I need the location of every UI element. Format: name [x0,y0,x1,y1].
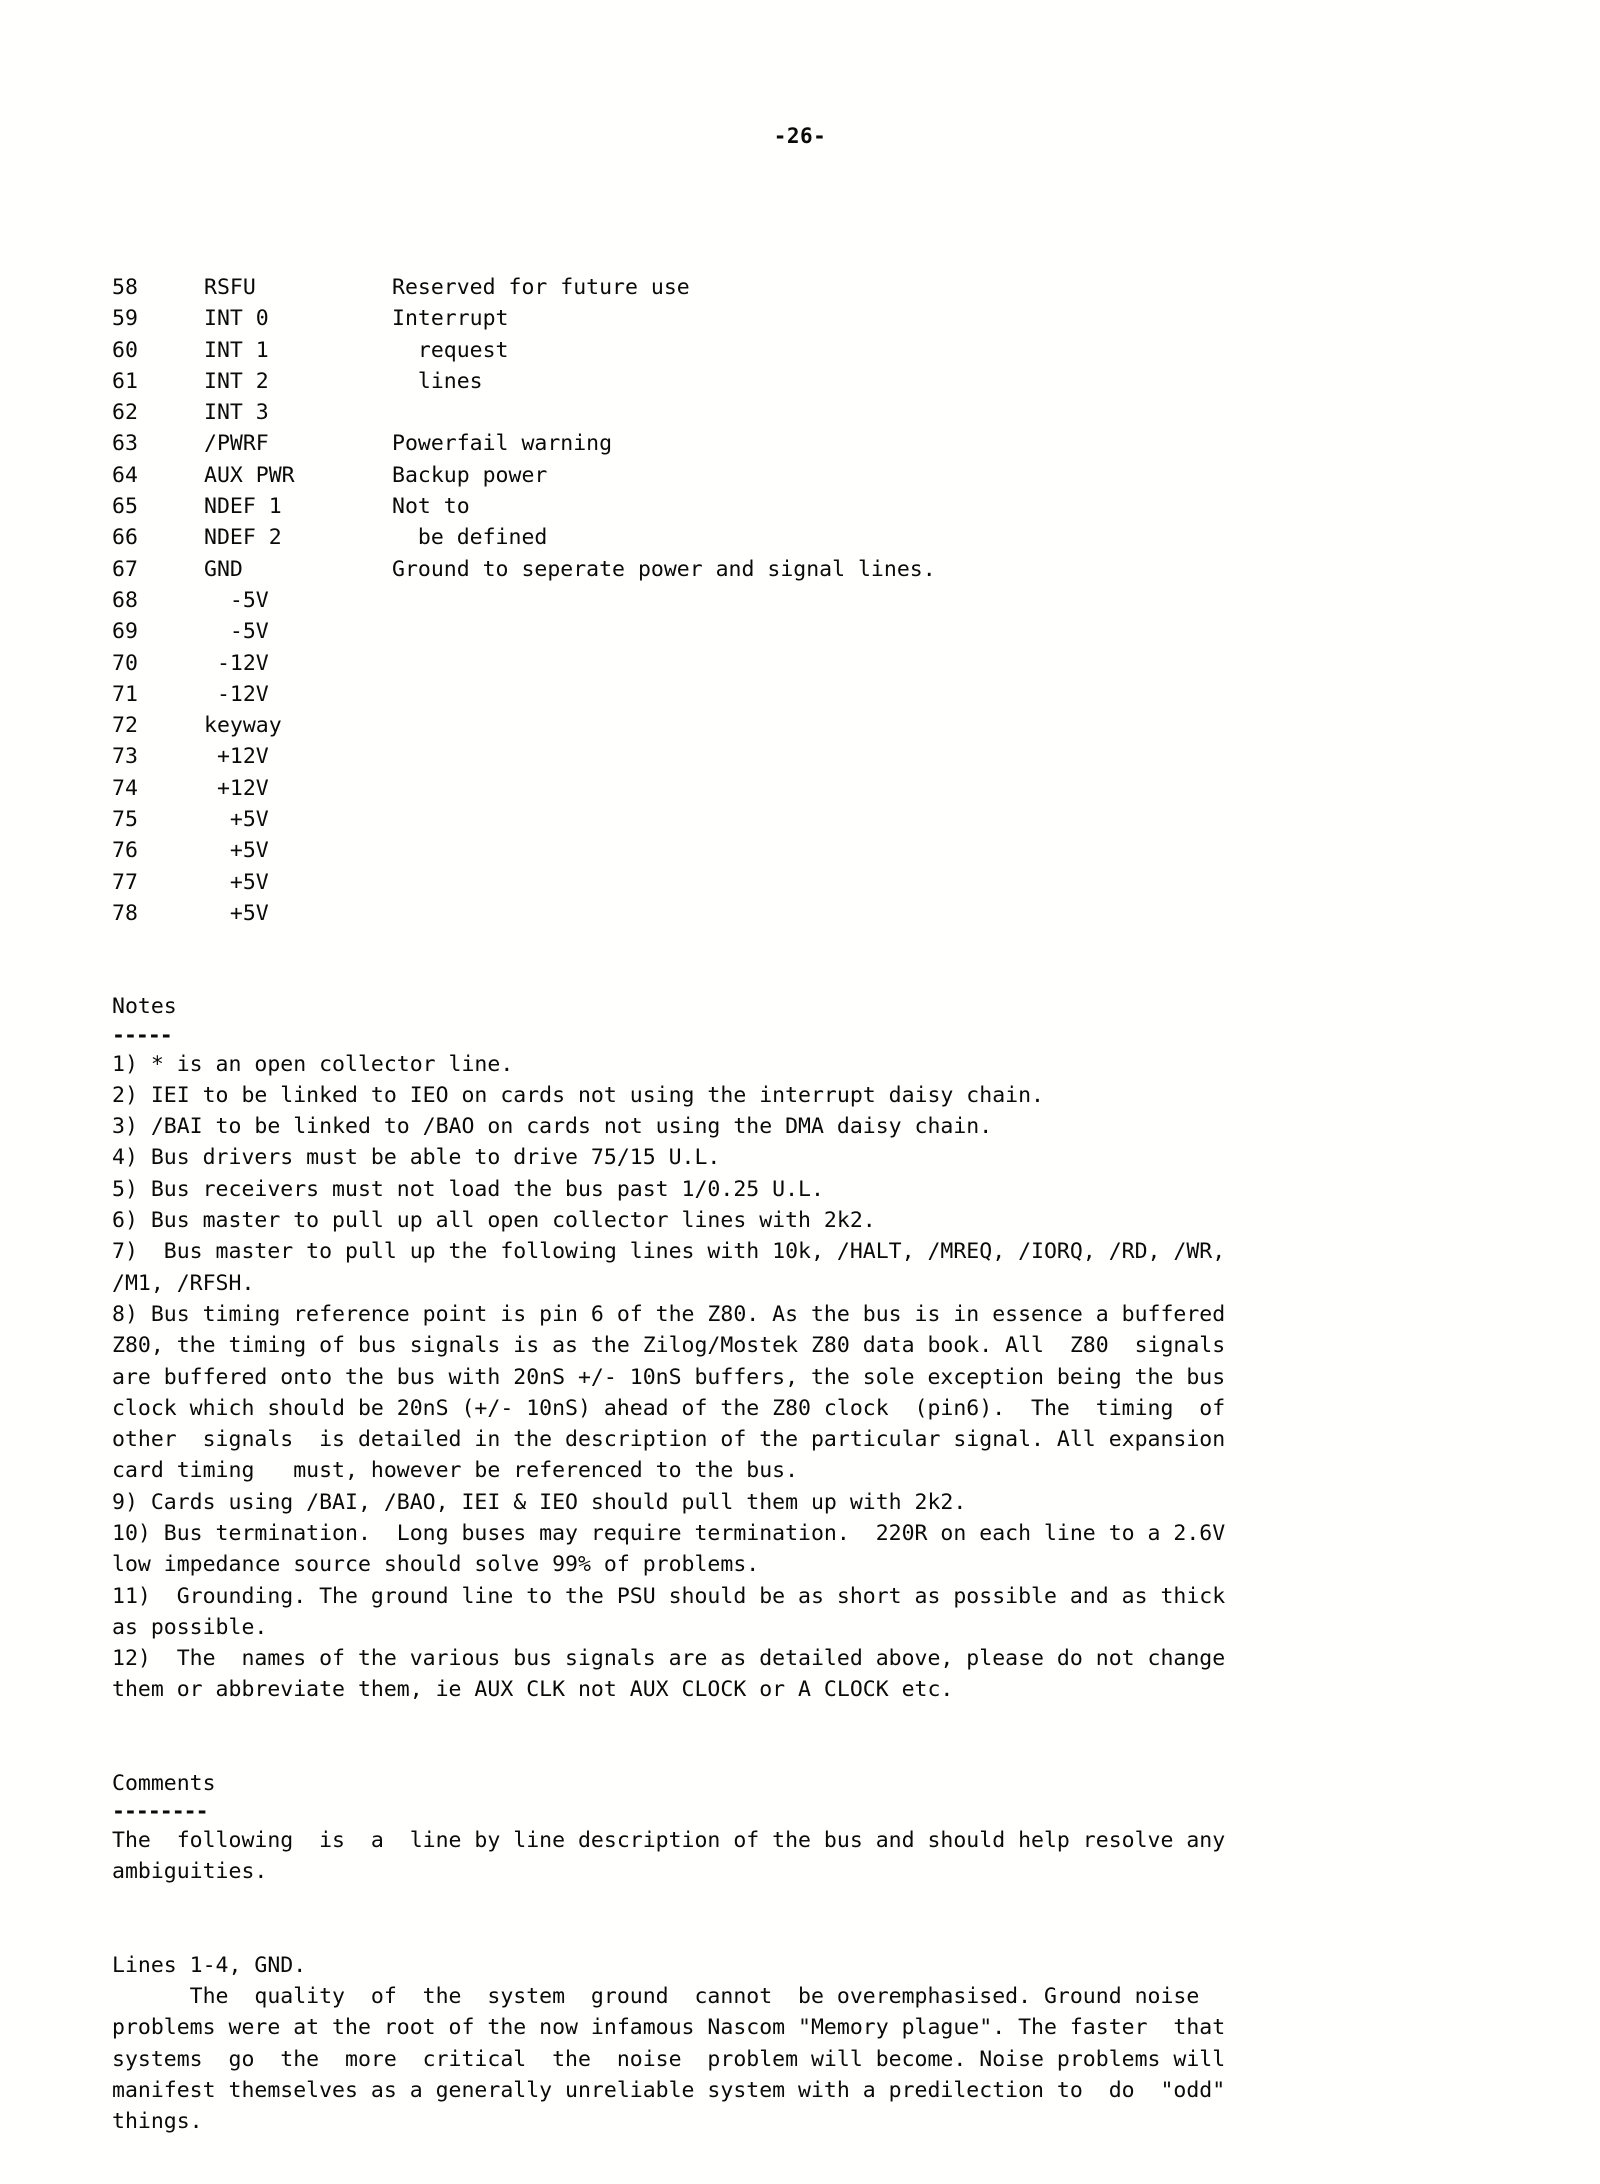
pin-signal-name: INT 2 [204,368,269,394]
note-line: Z80, the timing of bus signals is as the Zilog/Mostek Z80 data book. All Z80 signals [112,1333,1226,1359]
pin-number: 76 [112,838,138,864]
pin-number: 64 [112,462,138,488]
pin-number: 61 [112,368,138,394]
table-row [112,335,1492,366]
table-row [112,522,1492,553]
pin-signal-name: /PWRF [204,431,269,457]
pin-description [392,898,1492,929]
page-number: -26- [773,124,827,148]
table-row [112,679,1492,710]
note-line: 10) Bus termination. Long buses may require termination. 220R on each line to a 2.6V [112,1520,1226,1546]
table-row [112,272,1492,303]
pin-signal-name: INT 0 [204,306,269,332]
pin-description: Backup power [392,462,548,488]
comments-line: ambiguities. [112,1859,268,1885]
pin-number: 66 [112,525,138,551]
pin-signal-name: -12V [204,650,269,676]
comments-line: The following is a line by line description of the bus and should help resolve any [112,1828,1226,1854]
note-line: 4) Bus drivers must be able to drive 75/15 U.L. [112,1145,721,1171]
pin-description [392,867,1492,898]
table-row [112,898,1492,929]
pin-number: 69 [112,619,138,645]
note-line: 3) /BAI to be linked to /BAO on cards not using the DMA daisy chain. [112,1114,993,1140]
table-row [112,867,1492,898]
pin-number: 75 [112,807,138,833]
lines-gnd-heading: Lines 1-4, GND. [112,1952,307,1978]
pin-number: 58 [112,275,138,300]
table-row [112,460,1492,491]
pin-signal-name: AUX PWR [204,462,295,488]
section-spacer [112,929,1502,991]
pin-number: 72 [112,713,138,739]
pin-signal-name: +5V [204,900,269,926]
pin-description: be defined [392,525,548,551]
pin-number: 73 [112,744,138,770]
note-line: as possible. [112,1614,268,1640]
note-line: them or abbreviate them, ie AUX CLK not AUX CLOCK or A CLOCK etc. [112,1677,954,1703]
comments-section [112,1768,1502,1888]
section-spacer [112,1888,1502,1950]
note-line: card timing must, however be referenced to the bus. [112,1458,799,1484]
pin-description [392,804,1492,835]
note-line: 1) * is an open collector line. [112,1051,514,1077]
pin-number: 68 [112,587,138,613]
notes-section [112,991,1502,1706]
notes-heading-rule: ----- [112,1022,172,1048]
note-line: 8) Bus timing reference point is pin 6 of the Z80. As the bus is in essence a buffered [112,1301,1226,1327]
pin-number: 67 [112,556,138,582]
note-line: /M1, /RFSH. [112,1270,255,1296]
pin-number: 62 [112,400,138,426]
pin-number: 71 [112,681,138,707]
pin-description: request [392,337,509,363]
pin-signal-name: +5V [204,869,269,895]
note-line: are buffered onto the bus with 20nS +/- 10nS buffers, the sole exception being the bus [112,1364,1226,1390]
comments-heading: Comments [112,1770,216,1796]
note-line: low impedance source should solve 99% of problems. [112,1552,760,1578]
pin-description: Reserved for future use [392,275,690,300]
pin-signal-name: +5V [204,807,269,833]
comments-heading-rule: -------- [112,1799,208,1825]
note-line: 9) Cards using /BAI, /BAO, IEI & IEO should pull them up with 2k2. [112,1489,967,1515]
note-line: 12) The names of the various bus signals are as detailed above, please do not change [112,1646,1226,1672]
pin-number: 74 [112,775,138,801]
pin-signal-name: -12V [204,681,269,707]
lines-gnd-line: systems go the more critical the noise problem will become. Noise problems will [112,2046,1226,2072]
pin-description [392,616,1492,647]
pin-description: Not to [392,494,470,520]
table-row [112,741,1492,772]
table-row [112,773,1492,804]
lines-gnd-line: things. [112,2109,203,2135]
pin-signal-name: INT 1 [204,337,269,363]
lines-gnd-section [112,1950,1502,2138]
notes-heading: Notes [112,994,177,1020]
table-row [112,835,1492,866]
note-line: 11) Grounding. The ground line to the PSU should be as short as possible and as thick [112,1583,1226,1609]
table-row [112,554,1492,585]
pin-signal-name: +12V [204,744,269,770]
pin-signal-name: NDEF 2 [204,525,282,551]
pin-description: Interrupt [392,306,509,332]
note-line: clock which should be 20nS (+/- 10nS) ahead of the Z80 clock (pin6). The timing of [112,1395,1226,1421]
table-row [112,710,1492,741]
lines-gnd-line: The quality of the system ground cannot be overemphasised. Ground noise [112,1983,1200,2009]
table-row [112,303,1492,334]
pin-table-body [112,272,1492,929]
pin-signal-name: +5V [204,838,269,864]
pin-signal-name: +12V [204,775,269,801]
pin-number: 63 [112,431,138,457]
pin-signal-name: RSFU [204,275,256,300]
pin-description [392,585,1492,616]
table-row [112,491,1492,522]
table-row [112,397,1492,428]
note-line: other signals is detailed in the description of the particular signal. All expansion [112,1427,1226,1453]
pin-assignment-table [112,272,1492,929]
pin-description [392,835,1492,866]
pin-number: 77 [112,869,138,895]
pin-number: 59 [112,306,138,332]
pin-signal-name: INT 3 [204,400,269,426]
pin-signal-name: -5V [204,619,269,645]
pin-description: lines [392,368,483,394]
table-row [112,804,1492,835]
table-row [112,648,1492,679]
pin-description: Powerfail warning [392,431,613,457]
pin-signal-name: keyway [204,713,282,739]
lines-gnd-line: manifest themselves as a generally unreliable system with a predilection to do "odd" [112,2077,1226,2103]
pin-number: 78 [112,900,138,926]
pin-description [392,710,1492,741]
table-row [112,366,1492,397]
pin-signal-name: -5V [204,587,269,613]
pin-signal-name: NDEF 1 [204,494,282,520]
pin-description [392,773,1492,804]
lines-gnd-line: problems were at the root of the now infamous Nascom "Memory plague". The faster that [112,2015,1226,2041]
note-line: 5) Bus receivers must not load the bus past 1/0.25 U.L. [112,1176,824,1202]
pin-description [392,397,1492,428]
table-row [112,616,1492,647]
pin-number: 60 [112,337,138,363]
document-body [112,272,1502,2137]
table-row [112,585,1492,616]
pin-number: 65 [112,494,138,520]
pin-number: 70 [112,650,138,676]
section-spacer [112,1706,1502,1768]
note-line: 7) Bus master to pull up the following lines with 10k, /HALT, /MREQ, /IORQ, /RD, /WR, [112,1239,1226,1265]
table-row [112,428,1492,459]
note-line: 6) Bus master to pull up all open collector lines with 2k2. [112,1208,876,1234]
pin-signal-name: GND [204,556,243,582]
pin-description [392,679,1492,710]
note-line: 2) IEI to be linked to IEO on cards not using the interrupt daisy chain. [112,1082,1044,1108]
pin-description: Ground to seperate power and signal lines. [392,556,936,582]
pin-description [392,741,1492,772]
pin-description [392,648,1492,679]
